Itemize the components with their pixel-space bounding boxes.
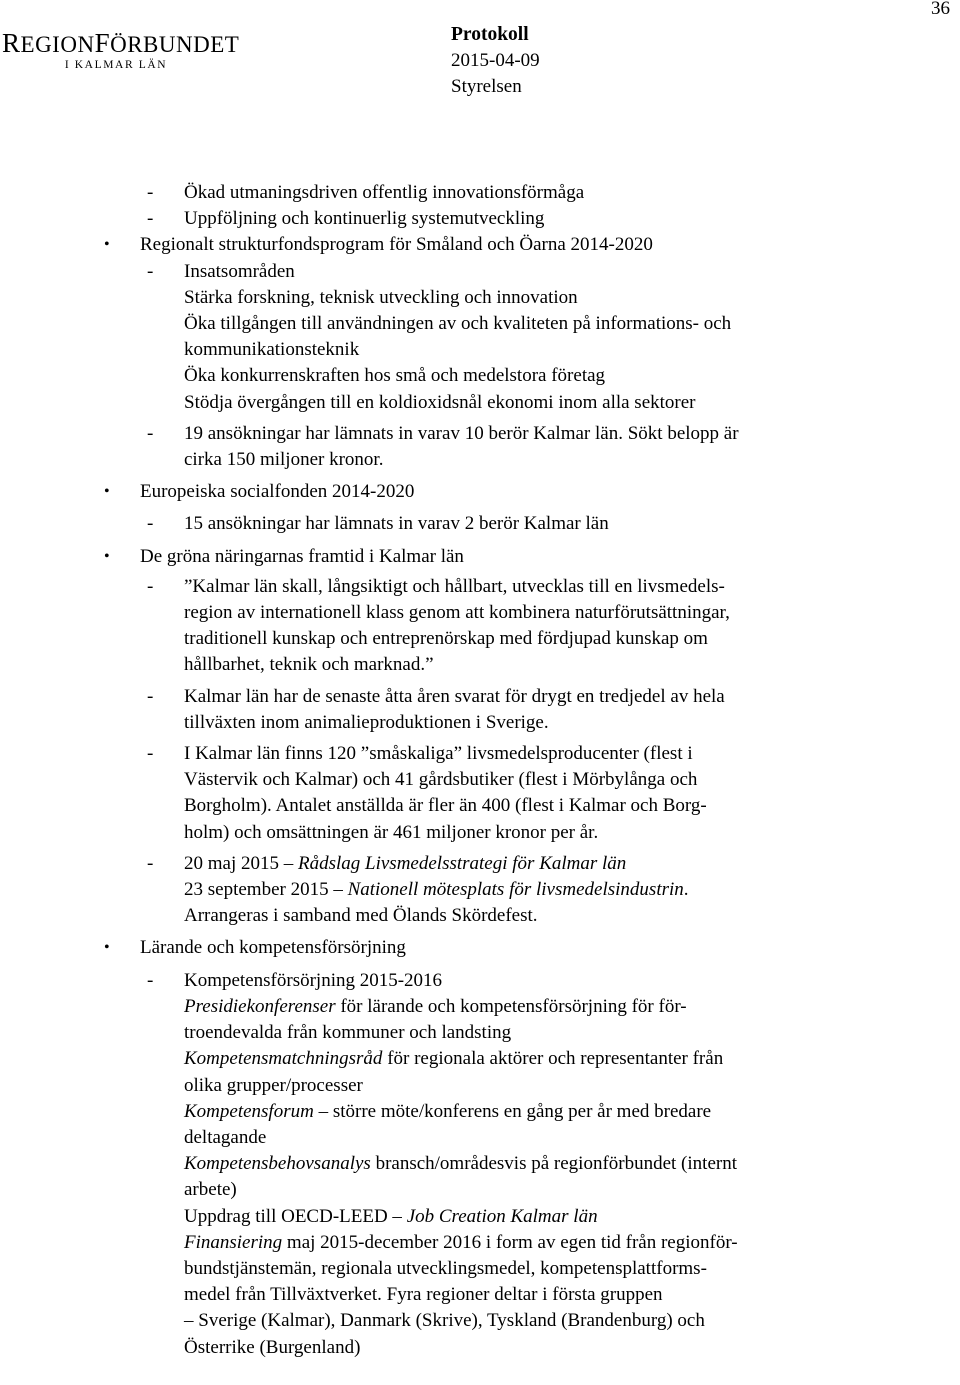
dash-marker: - <box>147 422 154 444</box>
bullet-item: • Regionalt strukturfondsprogram för Småland och Öarna 2014-2020 <box>0 232 960 258</box>
list-item: - Ökad utmaningsdriven offentlig innovationsförmåga <box>0 180 960 206</box>
bullet-marker: • <box>104 236 110 254</box>
bullet-marker: • <box>104 483 110 501</box>
logo-wordmark: REGIONFÖRBUNDET <box>2 28 240 58</box>
dash-marker: - <box>147 208 154 230</box>
list-item: - 15 ansökningar har lämnats in varav 2 berör Kalmar län <box>0 511 960 537</box>
dash-marker: - <box>147 575 154 597</box>
bullet-item: • De gröna näringarnas framtid i Kalmar län <box>0 544 960 570</box>
dash-marker: - <box>147 969 154 991</box>
bullet-item: • Europeiska socialfonden 2014-2020 <box>0 479 960 505</box>
dash-marker: - <box>147 743 154 765</box>
list-item: - Kompetensförsörjning 2015-2016 Presidiekonferenser för lärande och kompetensförsörjning för för- troendevalda från kommuner och landsting Kompetensmatchningsråd för regionala aktörer och representanter från olika grupper/processer Kompetensforum – större möte/konferens en gång per år med bredare deltagande Kompetensbehovsanalys bransch/områdesvis på regionförbundet (internt arbete) Uppdrag till OECD-LEED – Job Creation Kalmar län Finansiering maj 2015-december 2016 i form av egen tid från regionför- bundstjänstemän, regionala utvecklingsmedel, kompetensplattforms- medel från Tillväxtverket. Fyra regioner deltar i första gruppen – Sverige (Kalmar), Danmark (Skrive), Tyskland (Brandenburg) och Österrike (Burgenland) <box>147 969 738 1358</box>
bullet-marker: • <box>104 547 110 565</box>
dash-marker: - <box>147 513 154 535</box>
document-body <box>0 180 960 1361</box>
list-item: - Insatsområden Stärka forskning, teknisk utveckling och innovation Öka tillgången till användningen av och kvaliteten på informations- och kommunikationsteknik Öka konkurrenskraften hos små och medelstora företag Stödja övergången till en koldioxidsnål ekonomi inom alla sektorer <box>147 260 732 413</box>
list-item: - 20 maj 2015 – Rådslag Livsmedelsstrategi för Kalmar län 23 september 2015 – Nationell mötesplats för livsmedelsindustrin. Arrangeras i samband med Ölands Skördefest. <box>147 852 689 927</box>
document-header <box>451 22 540 100</box>
list-item: - Uppföljning och kontinuerlig systemutveckling <box>0 206 960 232</box>
page-number: 36 <box>931 0 950 19</box>
header-title: Protokoll <box>451 24 529 45</box>
header-body: Styrelsen <box>451 76 522 97</box>
list-item: - Kalmar län har de senaste åtta åren svarat för drygt en tredjedel av hela tillväxten inom animalieproduktionen i Sverige. <box>147 685 725 733</box>
bullet-marker: • <box>104 939 110 957</box>
dash-marker: - <box>147 852 154 874</box>
logo-subtitle: I KALMAR LÄN <box>64 59 168 71</box>
regionforbundet-logo <box>2 28 240 72</box>
bullet-item: • Lärande och kompetensförsörjning <box>0 935 960 961</box>
header-date: 2015-04-09 <box>451 50 540 71</box>
list-item: - 19 ansökningar har lämnats in varav 10 berör Kalmar län. Sökt belopp är cirka 150 miljoner kronor. <box>147 422 739 471</box>
dash-marker: - <box>147 260 154 282</box>
list-item: - I Kalmar län finns 120 ”småskaliga” livsmedelsproducenter (flest i Västervik och Kalmar) och 41 gårdsbutiker (flest i Mörbylånga och Borgholm). Antalet anställda är fler än 400 (flest i Kalmar och Borg- holm) och omsättningen är 461 miljoner kronor per år. <box>147 743 707 843</box>
list-item: - ”Kalmar län skall, långsiktigt och hållbart, utvecklas till en livsmedels- region av internationell klass genom att kombinera naturförutsättningar, traditionell kunskap och entreprenörskap med fördjupad kunskap om hållbarhet, teknik och marknad.” <box>147 575 730 676</box>
dash-marker: - <box>147 182 154 203</box>
dash-marker: - <box>147 685 154 707</box>
